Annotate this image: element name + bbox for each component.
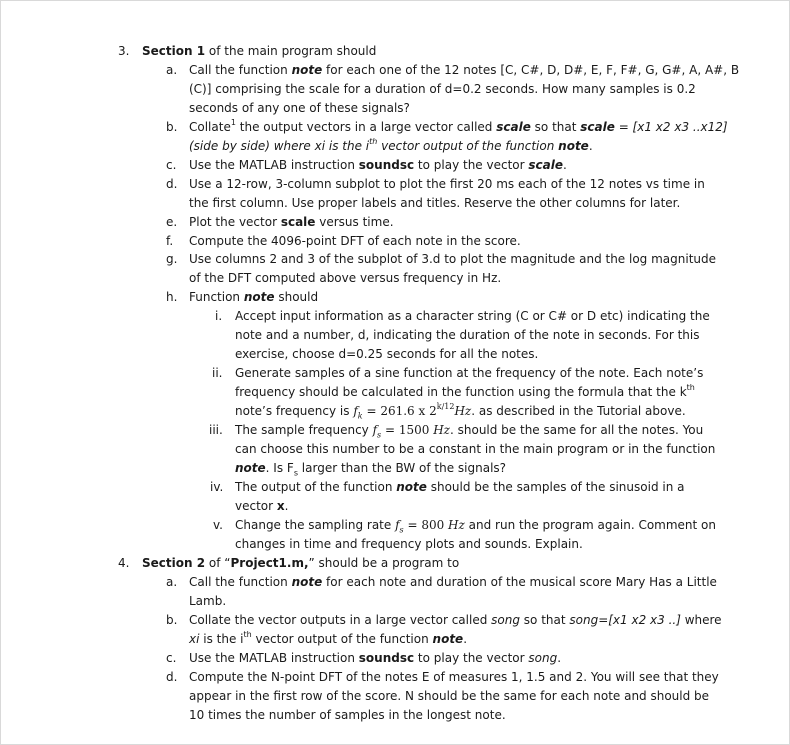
sub-item-iii-line2: can choose this number to be a constant in the main program or in the function — [235, 442, 716, 456]
list-item-4a-line2: Lamb. — [189, 594, 227, 608]
list-letter: h. — [166, 290, 178, 304]
list-item-3a-line3: seconds of any one of these signals? — [189, 101, 410, 115]
sub-item-iii-line3: note. Is $F_s$ larger than the BW of the signals? — [235, 461, 507, 478]
sub-item-ii: Generate samples of a sine function at the frequency of the note. Each note’s — [235, 366, 704, 380]
footnote-marker: 1 — [230, 118, 236, 127]
roman-numeral: i. — [215, 309, 223, 323]
list-letter: e. — [166, 215, 178, 229]
list-letter: a. — [166, 63, 178, 77]
sub-item-iv: The output of the function note should be the samples of the sinusoid in a — [235, 480, 685, 494]
formula: $f_k = 261.6$ x $2^{k/12}Hz$ — [353, 402, 472, 421]
sub-item-ii-line2: frequency should be calculated in the function using the formula that the $k^{th}$ — [235, 383, 695, 399]
sub-item-ii-line3: note’s frequency is $f_k = 261.6$ x $2^{k/12}Hz$. as described in the Tutorial above. — [235, 402, 686, 421]
list-item-3b: Collate$^1$ the output vectors in a large vector called scale so that scale = [x1 x2 x3 ..x12] — [189, 118, 728, 134]
list-letter: c. — [166, 651, 177, 665]
list-letter: c. — [166, 158, 177, 172]
list-item-3c: Use the MATLAB instruction soundsc to play the vector scale. — [189, 158, 567, 172]
sub-item-i-line2: note and a number, d, indicating the duration of the note in seconds. For this — [235, 328, 700, 342]
sub-item-iii: The sample frequency $f_s = 1500$ Hz. should be the same for all the notes. You — [235, 423, 704, 440]
item-3-heading: Section 1 of the main program should — [142, 44, 377, 58]
sub-item-i-line3: exercise, choose d=0.25 seconds for all the notes. — [235, 347, 539, 361]
item-number: 4. — [118, 556, 130, 570]
item-4-heading: Section 2 of “Project1.m,” should be a program to — [142, 556, 460, 570]
list-item-3f: Compute the 4096-point DFT of each note in the score. — [189, 234, 521, 248]
list-item-3d: Use a 12-row, 3-column subplot to plot the first 20 ms each of the 12 notes vs time in — [189, 177, 705, 191]
list-item-4d: Compute the N-point DFT of the notes E of measures 1, 1.5 and 2. You will see that they — [189, 670, 719, 684]
list-item-3a-line2: (C)] comprising the scale for a duration of d=0.2 seconds. How many samples is 0.2 — [189, 82, 696, 96]
formula: $f_s = 1500$ Hz — [372, 423, 450, 440]
list-letter: f. — [166, 234, 174, 248]
roman-numeral: iv. — [210, 480, 224, 494]
list-letter: g. — [166, 252, 178, 266]
list-item-4c: Use the MATLAB instruction soundsc to play the vector song. — [189, 651, 562, 665]
list-item-3a: Call the function note for each one of the 12 notes [C, C#, D, D#, E, F, F#, G, G#, A, A#, B — [189, 63, 740, 77]
item-number: 3. — [118, 44, 130, 58]
roman-numeral: iii. — [209, 423, 223, 437]
sub-item-i: Accept input information as a character string (C or C# or D etc) indicating the — [235, 309, 710, 323]
list-letter: b. — [166, 120, 178, 134]
list-item-3h: Function note should — [189, 290, 319, 304]
list-letter: d. — [166, 177, 178, 191]
sub-item-iv-line2: vector x. — [235, 499, 289, 513]
list-item-3e: Plot the vector scale versus time. — [189, 215, 394, 229]
list-letter: a. — [166, 575, 178, 589]
list-item-4d-line2: appear in the first row of the score. N should be the same for each note and should be — [189, 689, 710, 703]
list-item-4a: Call the function note for each note and duration of the musical score Mary Has a Little — [189, 575, 717, 589]
list-letter: b. — [166, 613, 178, 627]
list-item-4b-line2: xi is the $i^{th}$ vector output of the function note. — [189, 630, 468, 646]
list-item-3g: Use columns 2 and 3 of the subplot of 3.d to plot the magnitude and the log magnitude — [189, 252, 717, 266]
list-item-4d-line3: 10 times the number of samples in the longest note. — [189, 708, 506, 722]
list-item-3b-line2: (side by side) where xi is the $i^{th}$ vector output of the function note. — [189, 137, 593, 153]
sub-item-v: Change the sampling rate $f_s = 800$ Hz and run the program again. Comment on — [235, 518, 716, 535]
sub-item-v-line2: changes in time and frequency plots and sounds. Explain. — [235, 537, 583, 551]
formula: $f_s = 800$ Hz — [395, 518, 465, 535]
roman-numeral: v. — [213, 518, 223, 532]
list-item-4b: Collate the vector outputs in a large vector called song so that song=[x1 x2 x3 ..] where — [189, 613, 722, 627]
list-item-3g-line2: of the DFT computed above versus frequency in Hz. — [189, 271, 502, 285]
list-letter: d. — [166, 670, 178, 684]
list-item-3d-line2: the first column. Use proper labels and titles. Reserve the other columns for later. — [189, 196, 681, 210]
roman-numeral: ii. — [212, 366, 223, 380]
